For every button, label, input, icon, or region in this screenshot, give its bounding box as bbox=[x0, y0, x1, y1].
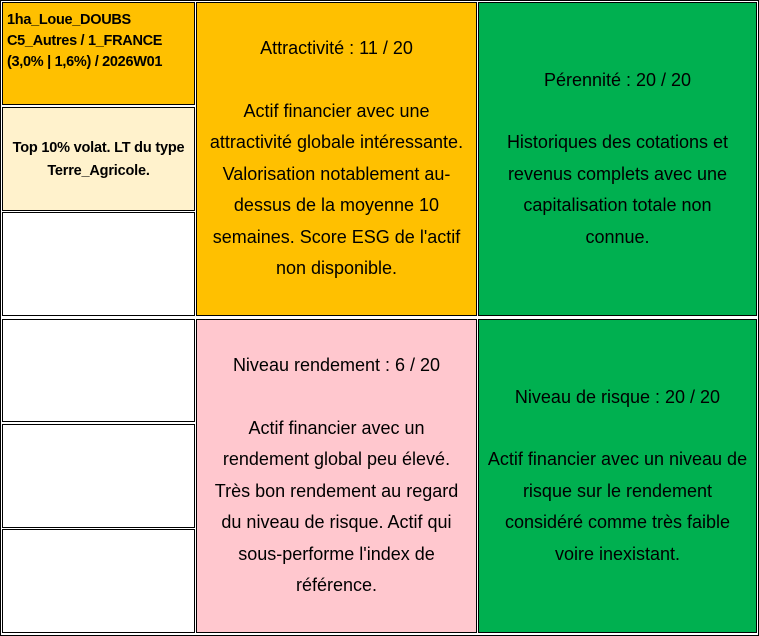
perennite-title: Pérennité : 20 / 20 bbox=[543, 69, 692, 90]
rendement-description bbox=[215, 413, 458, 602]
description-line: sous-performe l'index de bbox=[238, 543, 435, 564]
rendement-cell bbox=[196, 319, 477, 633]
empty-cell bbox=[2, 529, 195, 633]
asset-stats: (3,0% | 1,6%) / 2026W01 bbox=[7, 54, 163, 70]
attractivite-description bbox=[210, 96, 463, 285]
description-line: dessus de la moyenne 10 bbox=[233, 195, 440, 216]
attractivite-title: Attractivité : 11 / 20 bbox=[260, 38, 413, 59]
asset-header-cell bbox=[2, 2, 195, 105]
empty-cell bbox=[2, 319, 195, 422]
description-line: Historiques des cotations et bbox=[506, 132, 729, 153]
description-line: revenus complets avec une bbox=[507, 163, 728, 184]
description-line: Actif financier avec un bbox=[248, 417, 425, 438]
description-line: voire inexistant. bbox=[554, 543, 681, 564]
empty-cell bbox=[2, 424, 195, 528]
description-line: capitalisation totale non bbox=[523, 195, 712, 216]
description-line: non disponible. bbox=[275, 258, 398, 279]
description-line: considéré comme très faible bbox=[504, 512, 731, 533]
risque-description bbox=[488, 444, 747, 570]
description-line: Très bon rendement au regard bbox=[214, 480, 459, 501]
asset-name: 1ha_Loue_DOUBS bbox=[7, 12, 131, 28]
description-line: rendement global peu élevé. bbox=[222, 449, 451, 470]
volatility-note-cell bbox=[2, 107, 195, 211]
description-line: semaines. Score ESG de l'actif bbox=[212, 226, 461, 247]
description-line: du niveau de risque. Actif qui bbox=[221, 512, 452, 533]
volatility-note-line: Terre_Agricole. bbox=[47, 163, 150, 179]
description-line: référence. bbox=[295, 575, 378, 596]
description-line: Actif financier avec un niveau de bbox=[487, 449, 748, 470]
asset-category: C5_Autres / 1_FRANCE bbox=[7, 33, 163, 49]
perennite-cell bbox=[478, 2, 757, 316]
volatility-note-line: Top 10% volat. LT du type bbox=[12, 140, 185, 156]
attractivite-cell bbox=[196, 2, 477, 316]
description-line: risque sur le rendement bbox=[522, 480, 713, 501]
risque-cell bbox=[478, 319, 757, 633]
perennite-description bbox=[507, 127, 728, 253]
description-line: connue. bbox=[585, 226, 650, 247]
rendement-title: Niveau rendement : 6 / 20 bbox=[232, 355, 441, 376]
description-line: attractivité globale intéressante. bbox=[209, 132, 464, 153]
description-line: Valorisation notablement au- bbox=[222, 163, 451, 184]
empty-cell bbox=[2, 212, 195, 316]
description-line: Actif financier avec une bbox=[243, 100, 430, 121]
risque-title: Niveau de risque : 20 / 20 bbox=[514, 386, 721, 407]
